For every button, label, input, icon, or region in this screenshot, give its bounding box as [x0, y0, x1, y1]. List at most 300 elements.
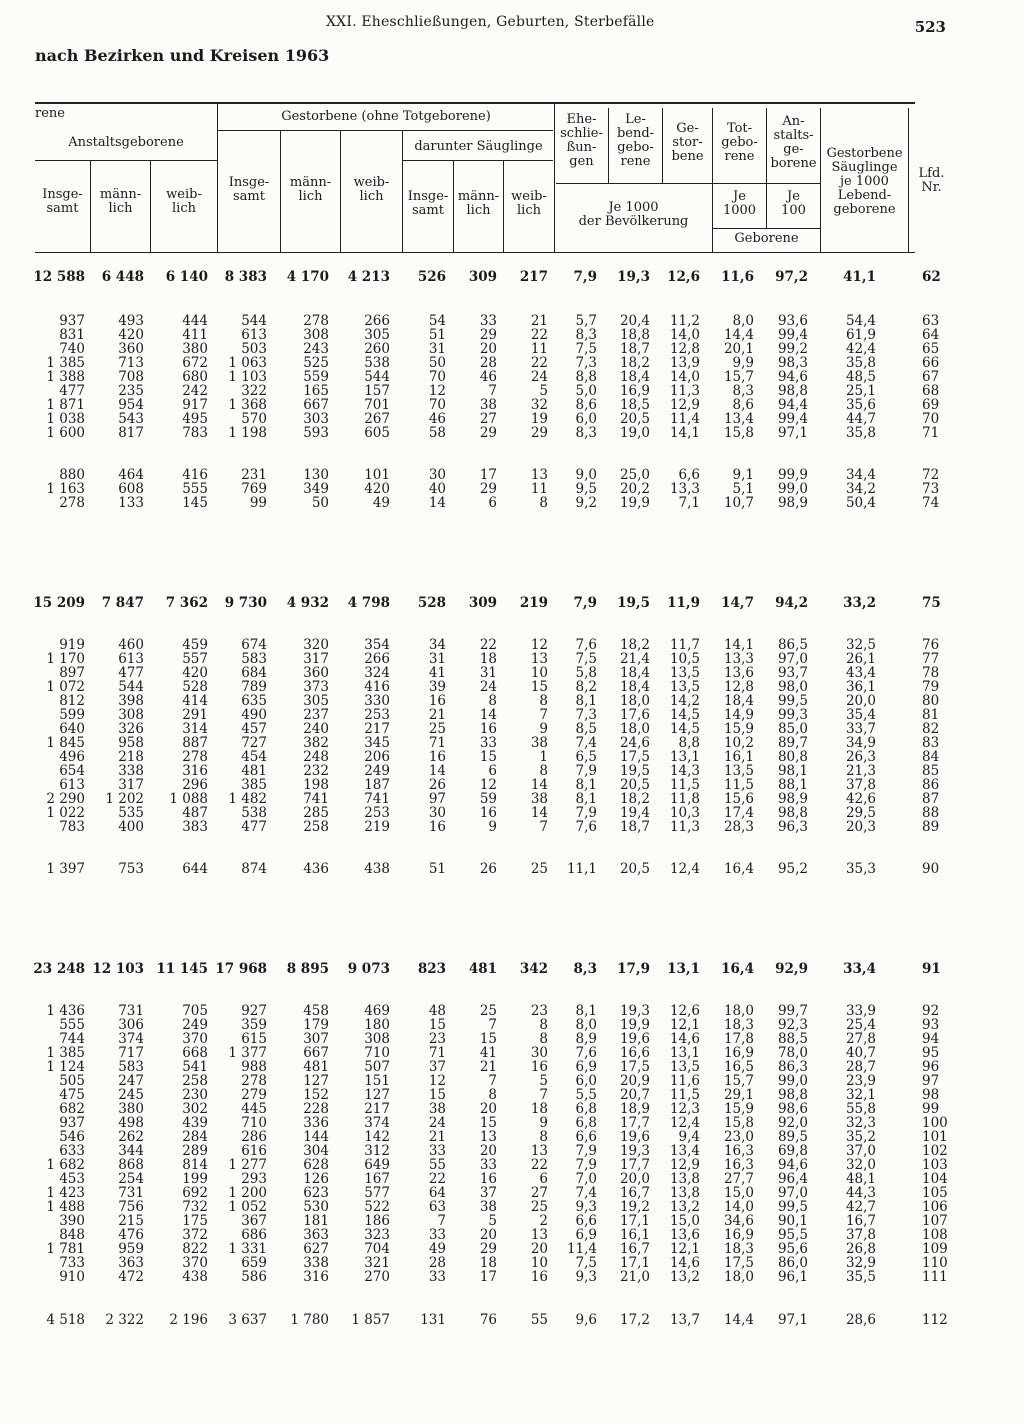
- table-cell: 307: [303, 1031, 329, 1047]
- table-cell: 958: [118, 735, 144, 751]
- table-cell: 583: [118, 1059, 144, 1075]
- table-cell: 19,0: [619, 425, 650, 441]
- header-insgesamt-2: Insge- samt: [228, 175, 270, 204]
- table-cell: 21: [428, 707, 446, 723]
- table-cell: 633: [59, 1143, 85, 1159]
- table-cell: 98,0: [777, 679, 808, 695]
- table-cell: 477: [59, 383, 85, 399]
- table-cell: 96,3: [777, 819, 808, 835]
- table-cell: 20: [479, 341, 497, 357]
- table-cell: 10: [530, 1255, 548, 1271]
- table-cell: 63: [428, 1199, 446, 1215]
- table-cell: 215: [118, 1213, 144, 1229]
- table-cell: 475: [59, 1087, 85, 1103]
- table-cell: 35,5: [845, 1269, 876, 1285]
- table-cell: 181: [303, 1213, 329, 1229]
- table-cell: 13: [530, 1143, 548, 1159]
- table-cell: 18,5: [619, 397, 650, 413]
- table-row: [0, 1144, 1024, 1158]
- table-cell: 89,7: [777, 735, 808, 751]
- table-cell: 8: [539, 495, 548, 511]
- header-gestorbene: Gestorbene (ohne Totgeborene): [281, 109, 491, 124]
- table-cell: 33,2: [843, 595, 876, 611]
- table-cell: 95,6: [777, 1241, 808, 1257]
- table-cell: 674: [241, 637, 267, 653]
- table-cell: 823: [417, 961, 446, 977]
- table-cell: 741: [364, 791, 390, 807]
- table-cell: 13,3: [723, 651, 754, 667]
- table-cell: 684: [241, 665, 267, 681]
- table-cell: 18: [479, 1255, 497, 1271]
- table-cell: 99,3: [777, 707, 808, 723]
- table-cell: 7,5: [575, 341, 597, 357]
- table-cell: 27: [530, 1185, 548, 1201]
- lfd-nr-cell: 97: [922, 1073, 940, 1089]
- table-cell: 89,5: [777, 1129, 808, 1145]
- header-gestorbene-saeuglinge: Gestorbene Säuglinge je 1000 Lebend- geborene: [826, 146, 903, 217]
- table-cell: 608: [118, 481, 144, 497]
- lfd-nr-cell: 65: [922, 341, 940, 357]
- table-cell: 219: [364, 819, 390, 835]
- table-cell: 9,9: [732, 355, 754, 371]
- table-cell: 342: [519, 961, 548, 977]
- table-cell: 1 368: [228, 397, 267, 413]
- table-cell: 4 518: [46, 1312, 85, 1328]
- table-cell: 15,7: [723, 369, 754, 385]
- table-cell: 7,3: [575, 707, 597, 723]
- table-cell: 22: [530, 1157, 548, 1173]
- table-cell: 7 847: [101, 595, 144, 611]
- table-row: [0, 1256, 1024, 1270]
- table-cell: 1 088: [169, 791, 208, 807]
- table-cell: 33,9: [845, 1003, 876, 1019]
- lfd-nr-cell: 98: [922, 1087, 940, 1103]
- table-cell: 464: [118, 467, 144, 483]
- table-row: [0, 694, 1024, 708]
- table-cell: 278: [59, 495, 85, 511]
- table-cell: 9,2: [575, 495, 597, 511]
- table-cell: 70: [428, 397, 446, 413]
- table-cell: 14,5: [669, 721, 700, 737]
- table-cell: 19,3: [619, 1143, 650, 1159]
- table-cell: 360: [118, 341, 144, 357]
- lfd-nr-cell: 72: [922, 467, 940, 483]
- table-cell: 28,3: [723, 819, 754, 835]
- table-cell: 20: [479, 1101, 497, 1117]
- table-cell: 12: [479, 777, 497, 793]
- table-cell: 493: [118, 313, 144, 329]
- lfd-nr-cell: 70: [922, 411, 940, 427]
- table-cell: 1 845: [46, 735, 85, 751]
- table-cell: 13,3: [669, 481, 700, 497]
- table-cell: 16,7: [619, 1241, 650, 1257]
- table-cell: 15,8: [723, 1115, 754, 1131]
- table-cell: 4 213: [347, 269, 390, 285]
- lfd-nr-cell: 79: [922, 679, 940, 695]
- lfd-nr-cell: 112: [922, 1312, 948, 1328]
- table-cell: 96,4: [777, 1171, 808, 1187]
- table-cell: 98,3: [777, 355, 808, 371]
- table-cell: 25: [479, 1003, 497, 1019]
- table-cell: 278: [241, 1073, 267, 1089]
- table-cell: 323: [364, 1227, 390, 1243]
- table-cell: 380: [118, 1101, 144, 1117]
- table-cell: 398: [118, 693, 144, 709]
- table-row: [0, 1102, 1024, 1116]
- table-cell: 17,6: [619, 707, 650, 723]
- table-cell: 8,1: [575, 777, 597, 793]
- table-cell: 24,6: [619, 735, 650, 751]
- table-cell: 8,1: [575, 693, 597, 709]
- table-cell: 94,4: [777, 397, 808, 413]
- table-cell: 11,4: [669, 411, 700, 427]
- table-cell: 33,7: [845, 721, 876, 737]
- table-cell: 1 871: [46, 397, 85, 413]
- table-row: [0, 722, 1024, 736]
- table-cell: 46: [428, 411, 446, 427]
- table-cell: 50,4: [845, 495, 876, 511]
- header-lfd-nr: Lfd. Nr.: [918, 166, 945, 195]
- table-cell: 507: [364, 1059, 390, 1075]
- table-cell: 49: [428, 1241, 446, 1257]
- table-cell: 4 798: [347, 595, 390, 611]
- table-cell: 420: [118, 327, 144, 343]
- table-cell: 99,7: [777, 1003, 808, 1019]
- table-cell: 34: [428, 637, 446, 653]
- table-cell: 21,4: [619, 651, 650, 667]
- table-cell: 12 103: [92, 961, 144, 977]
- table-cell: 654: [59, 763, 85, 779]
- table-cell: 1 277: [228, 1157, 267, 1173]
- table-cell: 577: [364, 1185, 390, 1201]
- table-cell: 291: [182, 707, 208, 723]
- table-cell: 5: [539, 1073, 548, 1089]
- table-cell: 42,7: [845, 1199, 876, 1215]
- lfd-nr-cell: 68: [922, 383, 940, 399]
- table-cell: 101: [364, 467, 390, 483]
- table-cell: 33: [428, 1227, 446, 1243]
- table-row: [0, 496, 1024, 510]
- table-cell: 131: [420, 1312, 446, 1328]
- table-cell: 13: [530, 651, 548, 667]
- table-cell: 937: [59, 313, 85, 329]
- lfd-nr-cell: 75: [922, 595, 941, 611]
- table-cell: 32,0: [845, 1157, 876, 1173]
- table-cell: 48,5: [845, 369, 876, 385]
- table-cell: 70: [428, 369, 446, 385]
- table-cell: 199: [182, 1171, 208, 1187]
- lfd-nr-cell: 86: [922, 777, 940, 793]
- table-cell: 10: [530, 665, 548, 681]
- table-row: [0, 666, 1024, 680]
- table-cell: 338: [118, 763, 144, 779]
- table-row: [0, 1032, 1024, 1046]
- table-cell: 12,4: [669, 861, 700, 877]
- lfd-nr-cell: 63: [922, 313, 940, 329]
- table-cell: 41: [479, 1045, 497, 1061]
- table-cell: 29: [530, 425, 548, 441]
- table-cell: 868: [118, 1157, 144, 1173]
- table-cell: 8,3: [575, 327, 597, 343]
- table-row: [0, 1214, 1024, 1228]
- table-cell: 8,0: [732, 313, 754, 329]
- table-cell: 21: [530, 313, 548, 329]
- table-cell: 1 482: [228, 791, 267, 807]
- table-cell: 10,2: [723, 735, 754, 751]
- table-cell: 385: [241, 777, 267, 793]
- table-cell: 5,1: [732, 481, 754, 497]
- table-cell: 457: [241, 721, 267, 737]
- table-cell: 7,1: [678, 495, 700, 511]
- table-cell: 7,0: [575, 1171, 597, 1187]
- table-cell: 416: [182, 467, 208, 483]
- table-cell: 640: [59, 721, 85, 737]
- table-cell: 672: [182, 355, 208, 371]
- table-cell: 15,0: [669, 1213, 700, 1229]
- table-cell: 1 063: [228, 355, 267, 371]
- header-darunter-saeuglinge: darunter Säuglinge: [414, 139, 543, 154]
- table-cell: 17,2: [619, 1312, 650, 1328]
- table-cell: 1 682: [46, 1157, 85, 1173]
- table-cell: 363: [303, 1227, 329, 1243]
- table-cell: 94,6: [777, 1157, 808, 1173]
- table-cell: 1 397: [46, 861, 85, 877]
- table-cell: 13,5: [669, 1059, 700, 1075]
- table-cell: 16: [530, 1269, 548, 1285]
- table-cell: 4 932: [286, 595, 329, 611]
- table-cell: 444: [182, 313, 208, 329]
- table-cell: 13,6: [669, 1227, 700, 1243]
- table-cell: 19,6: [619, 1031, 650, 1047]
- table-cell: 16: [428, 819, 446, 835]
- table-cell: 336: [303, 1115, 329, 1131]
- table-cell: 249: [364, 763, 390, 779]
- table-cell: 5: [539, 383, 548, 399]
- table-cell: 23: [530, 1003, 548, 1019]
- table-cell: 15: [479, 749, 497, 765]
- header-anstaltsgeborene: Anstaltsgeborene: [68, 135, 184, 150]
- table-cell: 6,6: [575, 1213, 597, 1229]
- table-row: [0, 314, 1024, 328]
- lfd-nr-cell: 91: [922, 961, 941, 977]
- table-cell: 812: [59, 693, 85, 709]
- table-cell: 383: [182, 819, 208, 835]
- table-cell: 284: [182, 1129, 208, 1145]
- table-cell: 35,3: [845, 861, 876, 877]
- table-cell: 92,0: [777, 1115, 808, 1131]
- lfd-nr-cell: 108: [922, 1227, 948, 1243]
- table-row: [0, 482, 1024, 496]
- table-cell: 21,0: [619, 1269, 650, 1285]
- table-cell: 8,3: [575, 425, 597, 441]
- table-cell: 6,8: [575, 1101, 597, 1117]
- table-cell: 18,7: [619, 819, 650, 835]
- table-cell: 733: [59, 1255, 85, 1271]
- table-cell: 33: [479, 313, 497, 329]
- table-cell: 13: [479, 1129, 497, 1145]
- table-cell: 14,4: [723, 327, 754, 343]
- table-cell: 17: [479, 467, 497, 483]
- table-cell: 55: [428, 1157, 446, 1173]
- table-cell: 31: [479, 665, 497, 681]
- table-cell: 317: [303, 651, 329, 667]
- lfd-nr-cell: 81: [922, 707, 940, 723]
- table-cell: 7,4: [575, 1185, 597, 1201]
- page-title: nach Bezirken und Kreisen 1963: [35, 46, 330, 65]
- table-cell: 42,4: [845, 341, 876, 357]
- table-cell: 9: [539, 1115, 548, 1131]
- lfd-nr-cell: 104: [922, 1171, 948, 1187]
- table-cell: 26: [479, 861, 497, 877]
- table-cell: 17,8: [723, 1031, 754, 1047]
- lfd-nr-cell: 78: [922, 665, 940, 681]
- table-cell: 32,1: [845, 1087, 876, 1103]
- table-cell: 24: [428, 1115, 446, 1131]
- table-cell: 33: [428, 1143, 446, 1159]
- lfd-nr-cell: 96: [922, 1059, 940, 1075]
- table-cell: 98,9: [777, 495, 808, 511]
- table-cell: 8,6: [732, 397, 754, 413]
- table-cell: 490: [241, 707, 267, 723]
- table-cell: 7: [488, 1017, 497, 1033]
- table-cell: 309: [468, 269, 497, 285]
- table-row: [0, 1242, 1024, 1256]
- table-cell: 13,5: [669, 679, 700, 695]
- table-cell: 717: [118, 1045, 144, 1061]
- table-cell: 278: [303, 313, 329, 329]
- table-cell: 11,8: [669, 791, 700, 807]
- table-cell: 98,1: [777, 763, 808, 779]
- table-cell: 16,5: [723, 1059, 754, 1075]
- table-cell: 1 200: [228, 1185, 267, 1201]
- table-cell: 420: [182, 665, 208, 681]
- table-cell: 28: [479, 355, 497, 371]
- table-cell: 817: [118, 425, 144, 441]
- table-cell: 15: [479, 1115, 497, 1131]
- table-cell: 13,9: [669, 355, 700, 371]
- table-cell: 16: [479, 805, 497, 821]
- table-cell: 260: [364, 341, 390, 357]
- table-cell: 1 488: [46, 1199, 85, 1215]
- table-cell: 27: [479, 411, 497, 427]
- table-cell: 14,9: [723, 707, 754, 723]
- table-cell: 477: [118, 665, 144, 681]
- header-lebendgeborene: Le- bend- gebo- rene: [616, 112, 655, 169]
- table-cell: 522: [364, 1199, 390, 1215]
- table-cell: 187: [364, 777, 390, 793]
- table-cell: 97,1: [777, 1312, 808, 1328]
- table-cell: 390: [59, 1213, 85, 1229]
- table-cell: 7: [488, 383, 497, 399]
- table-cell: 13,7: [669, 1312, 700, 1328]
- table-cell: 99,4: [777, 327, 808, 343]
- table-cell: 16,9: [723, 1227, 754, 1243]
- table-cell: 1 103: [228, 369, 267, 385]
- table-cell: 17,5: [619, 749, 650, 765]
- table-cell: 599: [59, 707, 85, 723]
- table-cell: 88,5: [777, 1031, 808, 1047]
- table-cell: 69,8: [777, 1143, 808, 1159]
- table-cell: 31: [428, 341, 446, 357]
- table-cell: 15,9: [723, 1101, 754, 1117]
- table-cell: 372: [182, 1227, 208, 1243]
- table-cell: 126: [303, 1171, 329, 1187]
- table-cell: 217: [364, 721, 390, 737]
- table-cell: 243: [303, 341, 329, 357]
- table-cell: 628: [303, 1157, 329, 1173]
- table-cell: 29: [479, 1241, 497, 1257]
- table-cell: 99,5: [777, 1199, 808, 1215]
- table-cell: 305: [364, 327, 390, 343]
- table-cell: 309: [468, 595, 497, 611]
- table-cell: 15,0: [723, 1185, 754, 1201]
- table-row: [0, 1186, 1024, 1200]
- table-cell: 831: [59, 327, 85, 343]
- lfd-nr-cell: 64: [922, 327, 940, 343]
- table-cell: 16,9: [619, 383, 650, 399]
- table-cell: 481: [303, 1059, 329, 1075]
- lfd-nr-cell: 73: [922, 481, 940, 497]
- table-cell: 705: [182, 1003, 208, 1019]
- table-cell: 623: [303, 1185, 329, 1201]
- table-cell: 13,2: [669, 1269, 700, 1285]
- table-cell: 15,9: [723, 721, 754, 737]
- table-cell: 35,2: [845, 1129, 876, 1145]
- table-cell: 18,3: [723, 1241, 754, 1257]
- table-cell: 30: [428, 805, 446, 821]
- table-cell: 10,3: [669, 805, 700, 821]
- table-cell: 11,6: [721, 269, 754, 285]
- table-cell: 17,1: [619, 1255, 650, 1271]
- table-cell: 635: [241, 693, 267, 709]
- table-cell: 14,0: [723, 1199, 754, 1215]
- table-cell: 848: [59, 1227, 85, 1243]
- table-cell: 324: [364, 665, 390, 681]
- table-cell: 262: [118, 1129, 144, 1145]
- table-cell: 144: [303, 1129, 329, 1145]
- table-cell: 649: [364, 1157, 390, 1173]
- table-cell: 16,1: [619, 1227, 650, 1243]
- table-cell: 278: [182, 749, 208, 765]
- header-maennlich-2: männ- lich: [289, 175, 332, 204]
- table-row: [0, 652, 1024, 666]
- table-row: [0, 792, 1024, 806]
- table-cell: 49: [372, 495, 390, 511]
- table-cell: 414: [182, 693, 208, 709]
- table-cell: 14: [428, 495, 446, 511]
- header-maennlich-3: männ- lich: [457, 189, 500, 218]
- table-cell: 33: [479, 735, 497, 751]
- table-cell: 15,8: [723, 425, 754, 441]
- table-cell: 6,6: [678, 467, 700, 483]
- table-cell: 741: [303, 791, 329, 807]
- table-cell: 258: [303, 819, 329, 835]
- table-cell: 254: [118, 1171, 144, 1187]
- table-cell: 29: [479, 327, 497, 343]
- table-cell: 5,7: [575, 313, 597, 329]
- table-cell: 498: [118, 1115, 144, 1131]
- table-cell: 7: [539, 819, 548, 835]
- table-cell: 16,3: [723, 1143, 754, 1159]
- table-cell: 7,9: [575, 805, 597, 821]
- table-cell: 35,8: [845, 425, 876, 441]
- table-cell: 988: [241, 1059, 267, 1075]
- table-cell: 505: [59, 1073, 85, 1089]
- table-cell: 76: [479, 1312, 497, 1328]
- table-cell: 496: [59, 749, 85, 765]
- table-cell: 40,7: [845, 1045, 876, 1061]
- table-cell: 235: [118, 383, 144, 399]
